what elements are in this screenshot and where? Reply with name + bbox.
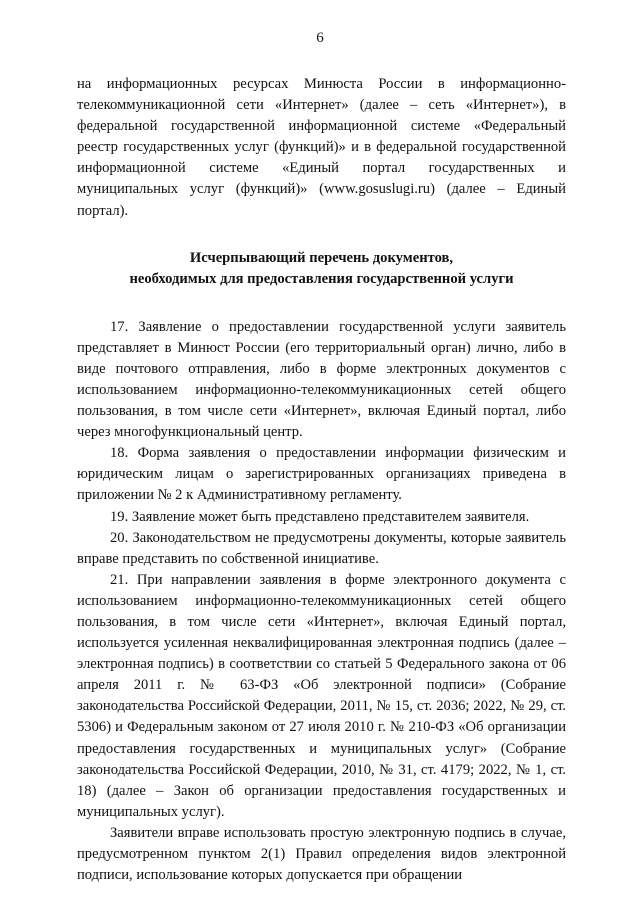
paragraph-20: 20. Законодательством не предусмотрены документы, которые заявитель вправе представить по собственной инициативе. (77, 529, 566, 567)
page-number: 6 (316, 30, 324, 46)
paragraph-19: 19. Заявление может быть представлено представителем заявителя. (110, 508, 530, 525)
intro-paragraph: на информационных ресурсах Минюста России в информационно-телекоммуникационной сети «Интернет» (далее – сеть «Интернет»), в федеральной государственной информационной системе «Федеральный реестр государственных услуг (функций)» и в федеральной государственной информационной системе «Единый портал государственных и муниципальных услуг (функций)» (www.gosuslugi.ru) (далее – Единый портал). (77, 76, 566, 219)
section-heading-line-1: Исчерпывающий перечень документов, (189, 249, 454, 266)
section-heading (77, 248, 566, 290)
section-heading-line-2: необходимых для предоставления государственной услуги (129, 270, 514, 287)
paragraph-simple-signature: Заявители вправе использовать простую электронную подпись в случае, предусмотренном пунктом 2(1) Правил определения видов электронной подписи, использование которых допускается при обращении (77, 824, 566, 884)
paragraph-21: 21. При направлении заявления в форме электронного документа с использованием информационно-телекоммуникационных сетей общего пользования, в том числе сети «Интернет», включая Единый портал, используется усиленная неквалифицированная электронная подпись (далее – электронная подпись) в соответствии со статьей 5 Федерального закона от 06 апреля 2011 г. № 63-ФЗ «Об электронной подписи» (Собрание законодательства Российской Федерации, 2011, № 15, ст. 2036; 2022, № 29, ст. 5306) и Федеральным законом от 27 июля 2010 г. № 210-ФЗ «Об организации предоставления государственных и муниципальных услуг» (Собрание законодательства Российской Федерации, 2010, № 31, ст. 4179; 2022, № 1, ст. 18) (далее – Закон об организации предоставления государственных и муниципальных услуг). (77, 571, 566, 820)
document-body (77, 74, 566, 886)
paragraph-17: 17. Заявление о предоставлении государственной услуги заявитель представляет в Минюст России (его территориальный орган) лично, либо в виде почтового отправления, либо в форме электронных документов с использованием информационно-телекоммуникационных сетей общего пользования, в том числе сети «Интернет», включая Единый портал, либо через многофункциональный центр. (77, 318, 566, 441)
paragraph-18: 18. Форма заявления о предоставлении информации физическим и юридическим лицам о зарегистрированных организациях приведена в приложении № 2 к Административному регламенту. (77, 445, 566, 504)
